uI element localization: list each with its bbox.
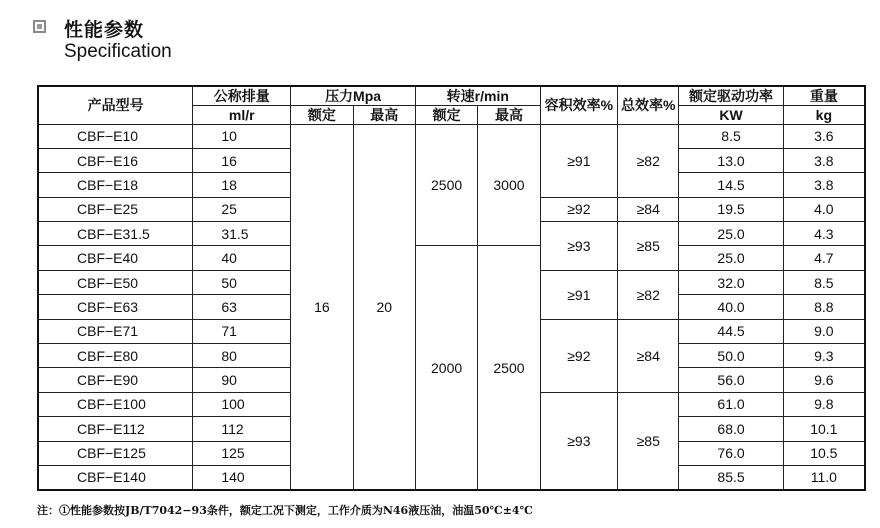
header-volumetric-efficiency: 容积效率% — [540, 86, 617, 124]
power-cell: 85.5 — [679, 465, 783, 489]
header-displacement-unit: ml/r — [193, 105, 291, 124]
footnote: 注：①性能参数按JB/T7042−93条件，额定工况下测定，工作介质为N46液压油，油温50℃±4℃ — [37, 504, 533, 517]
power-cell: 14.5 — [679, 173, 783, 197]
displacement-cell: 18 — [193, 173, 291, 197]
displacement-cell: 16 — [193, 148, 291, 172]
displacement-cell: 63 — [193, 295, 291, 319]
weight-cell: 9.0 — [783, 319, 865, 343]
power-cell: 8.5 — [679, 124, 783, 148]
model-cell: CBF−E80 — [38, 344, 193, 368]
weight-cell: 4.7 — [783, 246, 865, 270]
model-cell: CBF−E25 — [38, 197, 193, 221]
vol-eff-cell: ≥93 — [540, 222, 617, 271]
displacement-cell: 100 — [193, 392, 291, 416]
model-cell: CBF−E63 — [38, 295, 193, 319]
power-cell: 13.0 — [679, 148, 783, 172]
vol-eff-cell: ≥93 — [540, 392, 617, 490]
speed-rated-cell: 2000 — [415, 246, 477, 490]
pressure-max-cell: 20 — [353, 124, 415, 490]
model-cell: CBF−E90 — [38, 368, 193, 392]
total-eff-cell: ≥85 — [618, 392, 679, 490]
table-row — [38, 246, 865, 270]
header-pressure-rated: 额定 — [291, 105, 353, 124]
vol-eff-cell: ≥92 — [540, 197, 617, 221]
weight-cell: 3.8 — [783, 148, 865, 172]
power-cell: 25.0 — [679, 246, 783, 270]
total-eff-cell: ≥82 — [618, 124, 679, 197]
table-row — [38, 124, 865, 148]
header-total-efficiency: 总效率% — [618, 86, 679, 124]
total-eff-cell: ≥84 — [618, 319, 679, 392]
pressure-rated-cell: 16 — [291, 124, 353, 490]
displacement-cell: 50 — [193, 270, 291, 294]
model-cell: CBF−E125 — [38, 441, 193, 465]
model-cell: CBF−E71 — [38, 319, 193, 343]
header-weight-unit: kg — [783, 105, 865, 124]
model-cell: CBF−E112 — [38, 417, 193, 441]
displacement-cell: 25 — [193, 197, 291, 221]
displacement-cell: 71 — [193, 319, 291, 343]
weight-cell: 8.5 — [783, 270, 865, 294]
displacement-cell: 10 — [193, 124, 291, 148]
header-model: 产品型号 — [38, 86, 193, 124]
model-cell: CBF−E10 — [38, 124, 193, 148]
total-eff-cell: ≥82 — [618, 270, 679, 319]
power-cell: 40.0 — [679, 295, 783, 319]
power-cell: 25.0 — [679, 222, 783, 246]
model-cell: CBF−E50 — [38, 270, 193, 294]
header-displacement: 公称排量 — [193, 86, 291, 105]
weight-cell: 3.8 — [783, 173, 865, 197]
header-speed: 转速r/min — [415, 86, 540, 105]
header-power-unit: KW — [679, 105, 783, 124]
weight-cell: 9.8 — [783, 392, 865, 416]
displacement-cell: 31.5 — [193, 222, 291, 246]
header-speed-max: 最高 — [478, 105, 540, 124]
model-cell: CBF−E140 — [38, 465, 193, 489]
power-cell: 68.0 — [679, 417, 783, 441]
power-cell: 32.0 — [679, 270, 783, 294]
displacement-cell: 90 — [193, 368, 291, 392]
model-cell: CBF−E31.5 — [38, 222, 193, 246]
header-speed-rated: 额定 — [415, 105, 477, 124]
spec-table — [37, 85, 866, 491]
displacement-cell: 80 — [193, 344, 291, 368]
weight-cell: 11.0 — [783, 465, 865, 489]
power-cell: 76.0 — [679, 441, 783, 465]
weight-cell: 10.1 — [783, 417, 865, 441]
weight-cell: 10.5 — [783, 441, 865, 465]
weight-cell: 4.3 — [783, 222, 865, 246]
weight-cell: 8.8 — [783, 295, 865, 319]
model-cell: CBF−E16 — [38, 148, 193, 172]
power-cell: 19.5 — [679, 197, 783, 221]
vol-eff-cell: ≥91 — [540, 270, 617, 319]
speed-rated-cell: 2500 — [415, 124, 477, 246]
header-weight: 重量 — [783, 86, 865, 105]
section-square-icon — [33, 20, 46, 33]
power-cell: 50.0 — [679, 344, 783, 368]
power-cell: 61.0 — [679, 392, 783, 416]
header-pressure-max: 最高 — [353, 105, 415, 124]
weight-cell: 3.6 — [783, 124, 865, 148]
model-cell: CBF−E18 — [38, 173, 193, 197]
weight-cell: 9.3 — [783, 344, 865, 368]
section-title-en: Specification — [64, 41, 172, 62]
section-title-cn: 性能参数 — [64, 20, 145, 41]
displacement-cell: 125 — [193, 441, 291, 465]
weight-cell: 4.0 — [783, 197, 865, 221]
power-cell: 56.0 — [679, 368, 783, 392]
vol-eff-cell: ≥92 — [540, 319, 617, 392]
model-cell: CBF−E100 — [38, 392, 193, 416]
header-power: 额定驱动功率 — [679, 86, 783, 105]
power-cell: 44.5 — [679, 319, 783, 343]
total-eff-cell: ≥84 — [618, 197, 679, 221]
vol-eff-cell: ≥91 — [540, 124, 617, 197]
model-cell: CBF−E40 — [38, 246, 193, 270]
total-eff-cell: ≥85 — [618, 222, 679, 271]
speed-max-cell: 3000 — [478, 124, 540, 246]
weight-cell: 9.6 — [783, 368, 865, 392]
displacement-cell: 40 — [193, 246, 291, 270]
displacement-cell: 112 — [193, 417, 291, 441]
displacement-cell: 140 — [193, 465, 291, 489]
header-pressure: 压力Mpa — [291, 86, 416, 105]
speed-max-cell: 2500 — [478, 246, 540, 490]
